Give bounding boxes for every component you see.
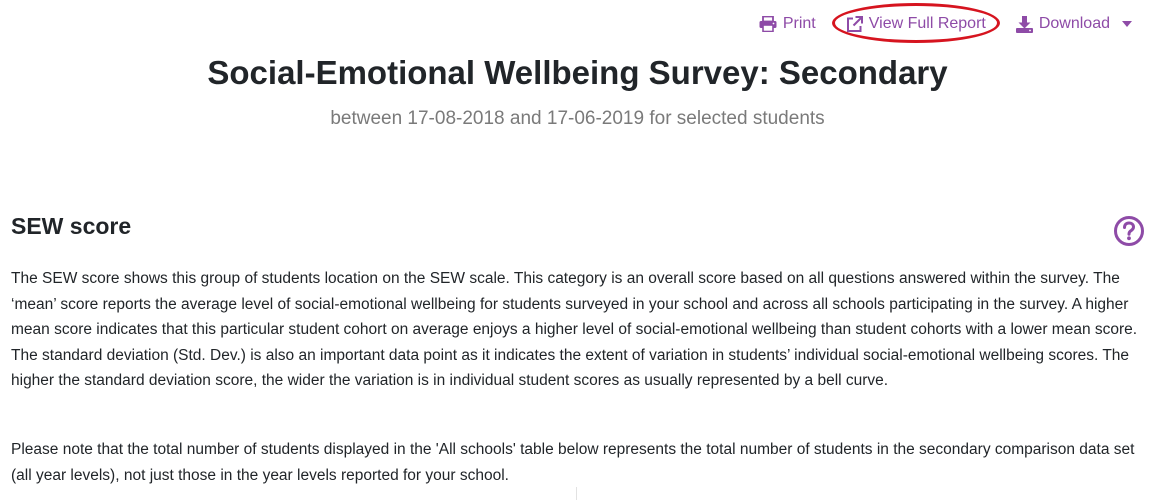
print-button[interactable]: [759, 10, 816, 38]
section-description: The SEW score shows this group of students location on the SEW scale. This category is an overall score based on all questions answered within the survey. The ‘mean’ score reports the average level of social-emotional wellbeing for students surveyed in your school and across all schools participating in the survey. A higher mean score indicates that this particular student cohort on average enjoys a higher level of social-emotional wellbeing than student cohorts with a lower mean score. The standard deviation (Std. Dev.) is also an important data point as it indicates the extent of variation in students’ individual social-emotional wellbeing scores. The higher the standard deviation score, the wider the variation is in individual student scores as usually represented by a bell curve.: [11, 270, 1138, 389]
download-icon: [1016, 16, 1033, 33]
report-subtitle: between 17-08-2018 and 17-06-2019 for selected students: [330, 108, 825, 129]
section-note: Please note that the total number of students displayed in the 'All schools' table below represents the total number of students in the secondary comparison data set (all year levels), not just those in the year levels reported for your school.: [11, 441, 1135, 484]
report-title: Social-Emotional Wellbeing Survey: Secondary: [207, 54, 948, 91]
print-label: Print: [782, 15, 816, 32]
caret-down-icon: [1122, 21, 1132, 27]
view-full-report-button[interactable]: [846, 10, 986, 38]
section-heading: SEW score: [11, 213, 132, 239]
download-dropdown-button[interactable]: [1016, 10, 1132, 38]
view-full-report-wrapper: [846, 10, 986, 38]
external-link-icon: [846, 16, 863, 33]
help-icon[interactable]: [1113, 215, 1145, 247]
view-full-report-label: View Full Report: [868, 15, 986, 32]
print-icon: [759, 16, 777, 32]
report-toolbar: [759, 10, 1132, 38]
column-divider: [576, 487, 577, 500]
download-label: Download: [1038, 15, 1110, 32]
